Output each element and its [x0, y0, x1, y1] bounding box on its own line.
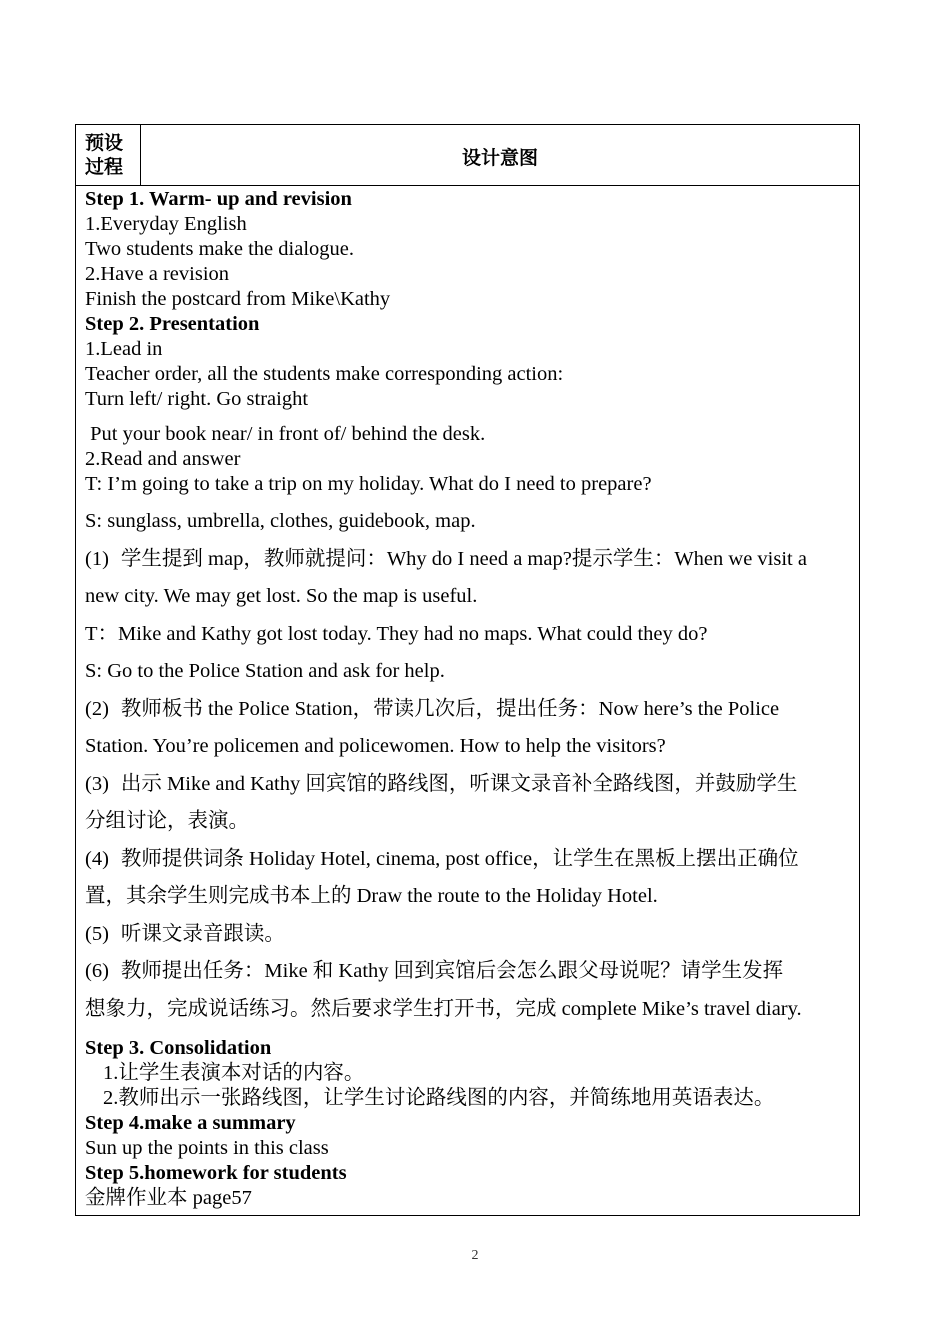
page-number: 2 — [471, 1248, 479, 1263]
step2-line2: Teacher order, all the students make corresponding action: — [85, 363, 564, 385]
step4-title: Step 4.make a summary — [85, 1112, 296, 1134]
step2-student-line: S: Go to the Police Station and ask for help. — [85, 660, 445, 682]
step2-line1: 1.Lead in — [85, 338, 163, 360]
step2-item2-line1 — [85, 691, 851, 729]
step2-line6: T: I’m going to take a trip on my holiday. What do I need to prepare? — [85, 473, 652, 495]
step2-item1-line1 — [85, 541, 851, 579]
step2-item6-line2: 想象力，完成说话练习。然后要求学生打开书，完成 complete Mike’s travel diary. — [85, 997, 802, 1020]
table-header-row — [76, 125, 859, 186]
step2-item4-line2: 置，其余学生则完成书本上的 Draw the route to the Holiday Hotel. — [85, 885, 658, 907]
step2-item3-line2: 分组讨论，表演。 — [85, 810, 249, 832]
item5-number: (5) — [85, 922, 109, 945]
step4-line1: Sun up the points in this class — [85, 1137, 329, 1159]
item6-number: (6) — [85, 960, 109, 982]
header-design-intent-cell: 设计意图 — [461, 146, 538, 169]
step3-title: Step 3. Consolidation — [85, 1037, 272, 1059]
step2-item4-line1 — [85, 841, 851, 879]
step3-line1: 1.让学生表演本对话的内容。 — [103, 1062, 365, 1084]
step1-title: Step 1. Warm- up and revision — [85, 188, 352, 210]
step2-item1-line2: new city. We may get lost. So the map is useful. — [85, 585, 478, 607]
step2-item6-line1 — [85, 953, 851, 991]
header-process-cell — [76, 125, 141, 185]
lesson-plan-table — [75, 124, 860, 1216]
step3-line2: 2.教师出示一张路线图，让学生讨论路线图的内容，并简练地用英语表达。 — [103, 1087, 775, 1109]
table-body-cell — [76, 186, 859, 1215]
header-process-line1: 预设 — [85, 132, 124, 154]
item1-number: (1) — [85, 547, 109, 570]
item1-text-a: 学生提到 map，教师就提问：Why do I need a map?提示学生：When we visit a — [120, 547, 807, 570]
step2-student-answer: S: sunglass, umbrella, clothes, guidebook, map. — [85, 510, 476, 532]
item2-text-a: 教师板书 the Police Station，带读几次后，提出任务：Now here’s the Police — [120, 697, 780, 720]
item3-number: (3) — [85, 772, 109, 795]
step5-line1: 金牌作业本 page57 — [85, 1187, 252, 1209]
item4-number: (4) — [85, 847, 109, 870]
step1-line2: Two students make the dialogue. — [85, 238, 354, 260]
step2-item5-line1 — [85, 916, 851, 954]
step2-line4: Put your book near/ in front of/ behind the desk. — [85, 423, 486, 445]
step1-line4: Finish the postcard from Mike\Kathy — [85, 288, 391, 310]
step2-teacher-line: T：Mike and Kathy got lost today. They had no maps. What could they do? — [85, 622, 708, 645]
step2-line5: 2.Read and answer — [85, 448, 241, 470]
header-process-line2: 过程 — [85, 156, 124, 178]
step1-line3: 2.Have a revision — [85, 263, 230, 285]
item4-text-a: 教师提供词条 Holiday Hotel, cinema, post office，让学生在黑板上摆出正确位 — [120, 847, 799, 870]
item5-text-a: 听课文录音跟读。 — [120, 922, 285, 945]
step2-title: Step 2. Presentation — [85, 313, 260, 335]
item2-number: (2) — [85, 697, 109, 720]
step2-line3: Turn left/ right. Go straight — [85, 388, 309, 410]
step2-item3-line1 — [85, 766, 851, 804]
step2-item2-line2: Station. You’re policemen and policewomen. How to help the visitors? — [85, 735, 666, 757]
step1-line1: 1.Everyday English — [85, 213, 247, 235]
step5-title: Step 5.homework for students — [85, 1162, 347, 1184]
item6-text-a: 教师提出任务：Mike 和 Kathy 回到宾馆后会怎么跟父母说呢？请学生发挥 — [120, 960, 784, 982]
item3-text-a: 出示 Mike and Kathy 回宾馆的路线图，听课文录音补全路线图，并鼓励学生 — [120, 772, 798, 795]
